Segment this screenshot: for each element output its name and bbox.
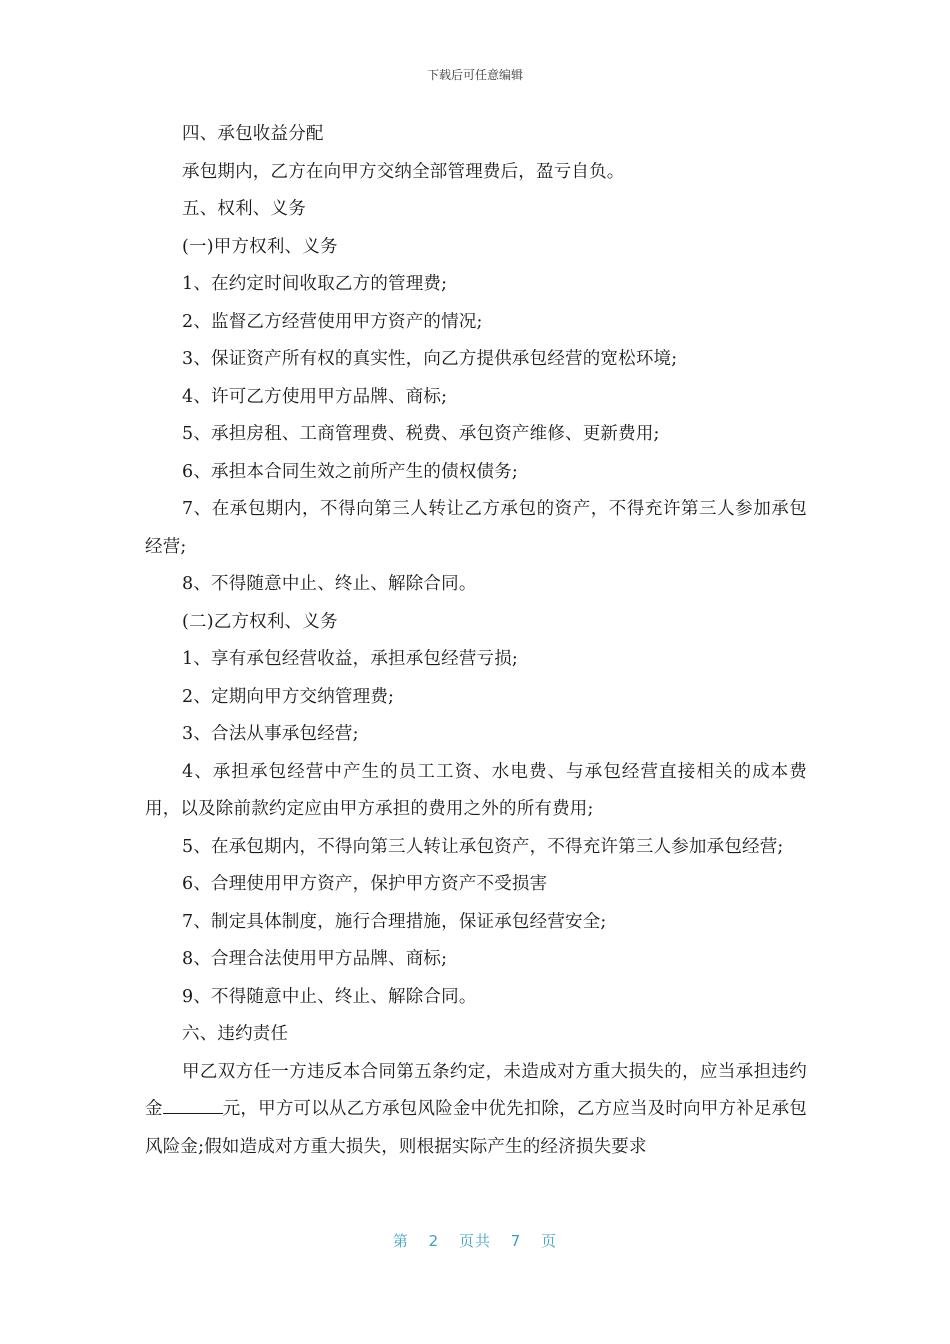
list-item: 5、在承包期内，不得向第三人转让承包资产，不得充许第三人参加承包经营; bbox=[182, 836, 784, 857]
list-item: 6、承担本合同生效之前所产生的债权债务; bbox=[182, 461, 519, 482]
list-item: 8、不得随意中止、终止、解除合同。 bbox=[182, 574, 477, 594]
list-item: 7、制定具体制度，施行合理措施，保证承包经营安全; bbox=[182, 911, 607, 932]
penalty-text-after: 元，甲方可以从乙方承包风险金中优先扣除，乙方应当及时向甲方补足承包风险金;假如造成对方重大损失，则根据实际产生的经济损失要求 bbox=[145, 1099, 807, 1157]
subsection-heading-party-b: (二)乙方权利、义务 bbox=[182, 611, 338, 632]
paragraph: 承包期内，乙方在向甲方交纳全部管理费后，盈亏自负。 bbox=[182, 161, 625, 182]
page-footer: 第 2 页共 7 页 bbox=[392, 1232, 558, 1250]
list-item: 8、合理合法使用甲方品牌、商标; bbox=[182, 949, 448, 969]
list-item: 1、享有承包经营收益，承担承包经营亏损; bbox=[182, 649, 519, 669]
penalty-paragraph bbox=[145, 1054, 807, 1167]
list-item: 1、在约定时间收取乙方的管理费; bbox=[182, 274, 448, 294]
list-item: 9、不得随意中止、终止、解除合同。 bbox=[182, 986, 477, 1007]
list-item: 3、保证资产所有权的真实性，向乙方提供承包经营的宽松环境; bbox=[182, 349, 678, 369]
list-item: 2、定期向甲方交纳管理费; bbox=[182, 686, 395, 707]
list-item: 6、合理使用甲方资产，保护甲方资产不受损害 bbox=[182, 874, 548, 894]
penalty-text-before: 甲乙双方任一方违反本合同第五条约定，未造成对方重大损失的，应当承担违约金 bbox=[145, 1061, 807, 1119]
page-header: 下载后可任意编辑 bbox=[426, 68, 523, 82]
section-heading-5: 五、权利、义务 bbox=[182, 199, 306, 219]
list-item: 4、承担承包经营中产生的员工工资、水电费、与承包经营直接相关的成本费用，以及除前款约定应由甲方承担的费用之外的所有费用; bbox=[145, 761, 807, 819]
list-item: 2、监督乙方经营使用甲方资产的情况; bbox=[182, 311, 483, 332]
list-item: 7、在承包期内，不得向第三人转让乙方承包的资产，不得充许第三人参加承包经营; bbox=[145, 499, 807, 557]
list-item: 3、合法从事承包经营; bbox=[182, 724, 359, 744]
section-heading-6: 六、违约责任 bbox=[182, 1024, 289, 1044]
document-body bbox=[145, 116, 807, 1166]
subsection-heading-party-a: (一)甲方权利、义务 bbox=[182, 236, 338, 257]
section-heading-4: 四、承包收益分配 bbox=[182, 124, 324, 144]
list-item: 4、许可乙方使用甲方品牌、商标; bbox=[182, 386, 448, 407]
list-item: 5、承担房租、工商管理费、税费、承包资产维修、更新费用; bbox=[182, 424, 660, 444]
amount-blank bbox=[163, 1095, 223, 1114]
